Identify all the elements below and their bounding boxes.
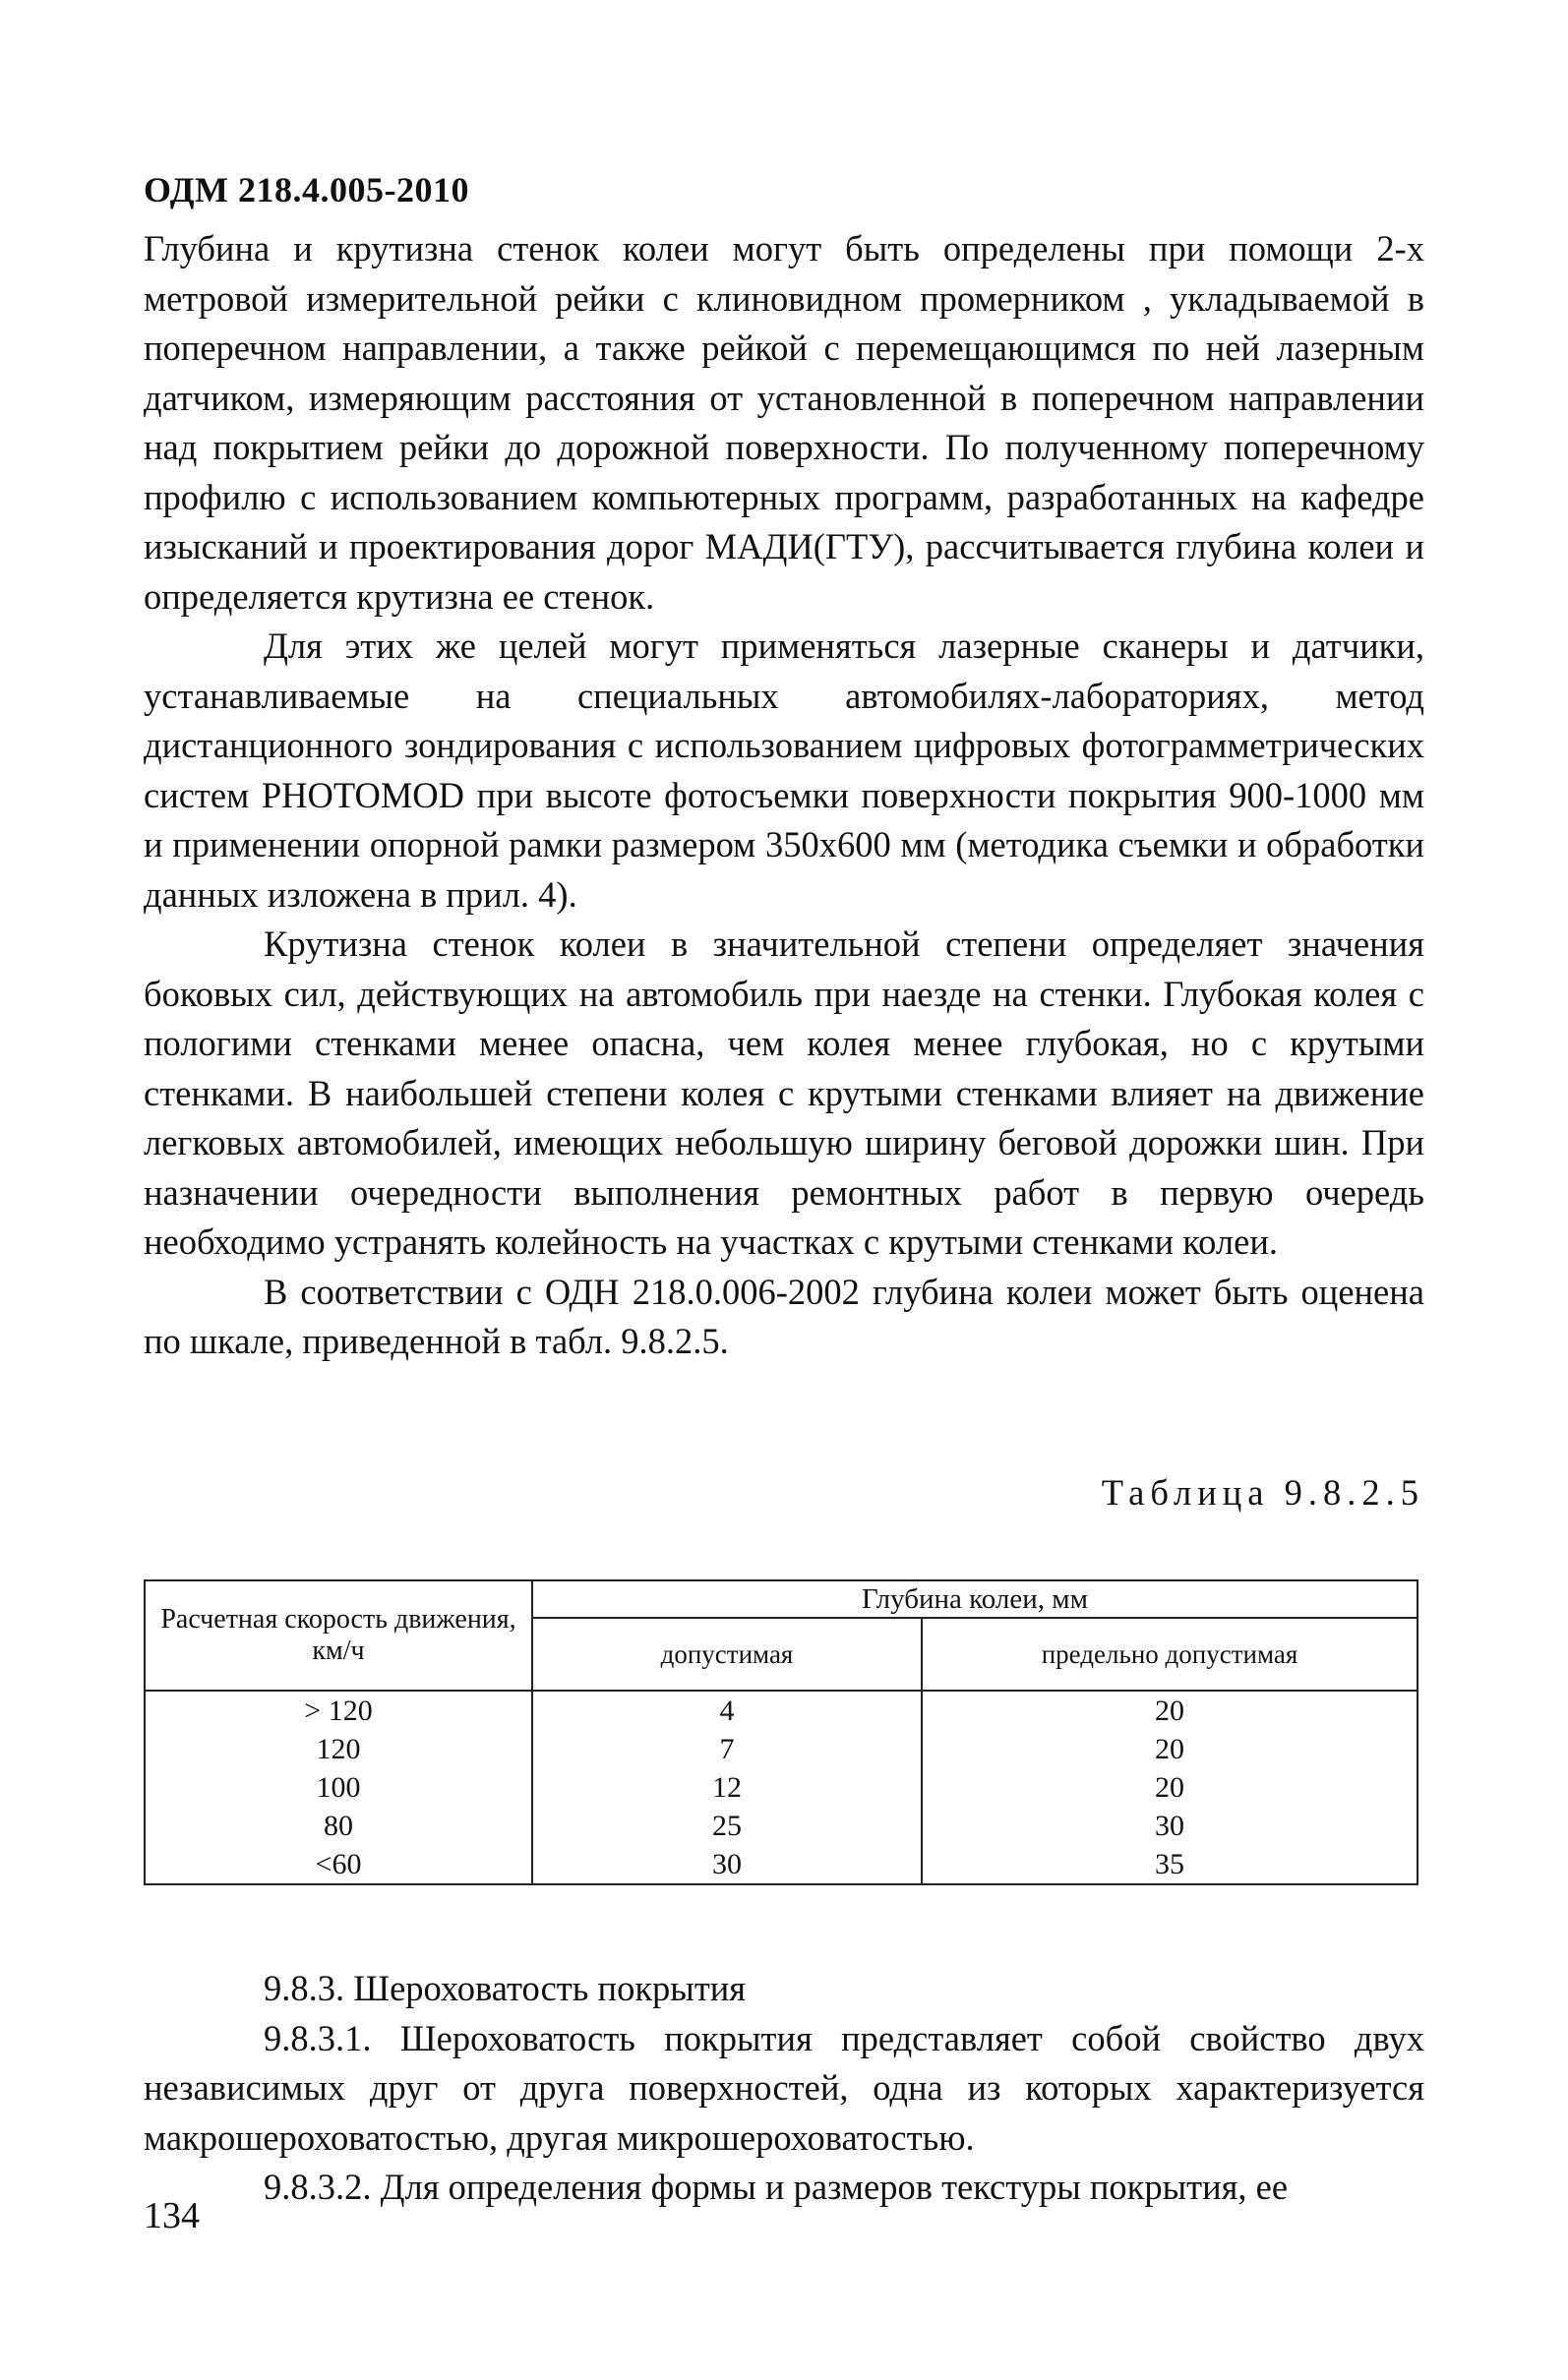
allowed-cell: 12 bbox=[532, 1768, 922, 1807]
rut-depth-table bbox=[144, 1579, 1418, 1885]
allowed-cell: 7 bbox=[532, 1730, 922, 1768]
body-text-top bbox=[144, 224, 1424, 1367]
page-number: 134 bbox=[144, 2195, 200, 2236]
paragraph: 9.8.3.2. Для определения формы и размеров текстуры покрытия, ее bbox=[264, 2167, 1289, 2207]
max-allowed-cell: 20 bbox=[922, 1768, 1417, 1807]
section-heading: 9.8.3. Шероховатость покрытия bbox=[264, 1968, 747, 2008]
max-allowed-cell: 35 bbox=[922, 1845, 1417, 1884]
paragraph: В соответствии с ОДН 218.0.006-2002 глубина колеи может быть оценена по шкале, приведенной в табл. 9.8.2.5. bbox=[144, 1271, 1424, 1361]
max-allowed-cell: 20 bbox=[922, 1691, 1417, 1730]
document-code: ОДМ 218.4.005-2010 bbox=[144, 170, 469, 209]
max-allowed-column-header: предельно допустимая bbox=[922, 1618, 1417, 1691]
table-row bbox=[145, 1691, 1417, 1730]
speed-cell: <60 bbox=[145, 1845, 532, 1884]
paragraph: Для этих же целей могут применяться лазерные сканеры и датчики, устанавливаемые на специальных автомобилях-лабораториях, метод дистанционного зондирования с использованием цифровых фотограмметрических систем PHOTOMOD при высоте фотосъемки поверхности покрытия 900-1000 мм и применении опорной рамки размером 350х600 мм (методика съемки и обработки данных изложена в прил. 4). bbox=[144, 625, 1424, 915]
allowed-cell: 4 bbox=[532, 1691, 922, 1730]
allowed-cell: 30 bbox=[532, 1845, 922, 1884]
speed-cell: > 120 bbox=[145, 1691, 532, 1730]
table-row bbox=[145, 1845, 1417, 1884]
paragraph: Крутизна стенок колеи в значительной степени определяет значения боковых сил, действующих на автомобиль при наезде на стенки. Глубокая колея с пологими стенками менее опасна, чем колея менее глубокая, но с крутыми стенками. В наибольшей степени колея с крутыми стенками влияет на движение легковых автомобилей, имеющих небольшую ширину беговой дорожки шин. При назначении очередности выполнения ремонтных работ в первую очередь необходимо устранять колейность на участках с крутыми стенками колеи. bbox=[144, 923, 1424, 1262]
table-row bbox=[145, 1768, 1417, 1807]
table-caption: Таблица 9.8.2.5 bbox=[1101, 1472, 1424, 1513]
max-allowed-cell: 20 bbox=[922, 1730, 1417, 1768]
allowed-column-header: допустимая bbox=[532, 1618, 922, 1691]
depth-column-header: Глубина колеи, мм bbox=[532, 1580, 1417, 1618]
table-row bbox=[145, 1730, 1417, 1768]
body-text-bottom bbox=[144, 1964, 1424, 2213]
paragraph: 9.8.3.1. Шероховатость покрытия представляет собой свойство двух независимых друг от друга поверхностей, одна из которых характеризуется макрошероховатостью, другая микрошероховатостью. bbox=[144, 2017, 1424, 2158]
allowed-cell: 25 bbox=[532, 1807, 922, 1845]
speed-cell: 100 bbox=[145, 1768, 532, 1807]
table-row bbox=[145, 1807, 1417, 1845]
max-allowed-cell: 30 bbox=[922, 1807, 1417, 1845]
speed-cell: 80 bbox=[145, 1807, 532, 1845]
speed-cell: 120 bbox=[145, 1730, 532, 1768]
paragraph: Глубина и крутизна стенок колеи могут быть определены при помощи 2-х метровой измерительной рейки с клиновидном промерником , укладываемой в поперечном направлении, а также рейкой с перемещающимся по ней лазерным датчиком, измеряющим расстояния от установленной в поперечном направлении над покрытием рейки до дорожной поверхности. По полученному поперечному профилю с использованием компьютерных программ, разработанных на кафедре изысканий и проектирования дорог МАДИ(ГТУ), рассчитывается глубина колеи и определяется крутизна ее стенок. bbox=[144, 228, 1424, 617]
speed-column-header: Расчетная скорость движения, км/ч bbox=[145, 1580, 532, 1691]
